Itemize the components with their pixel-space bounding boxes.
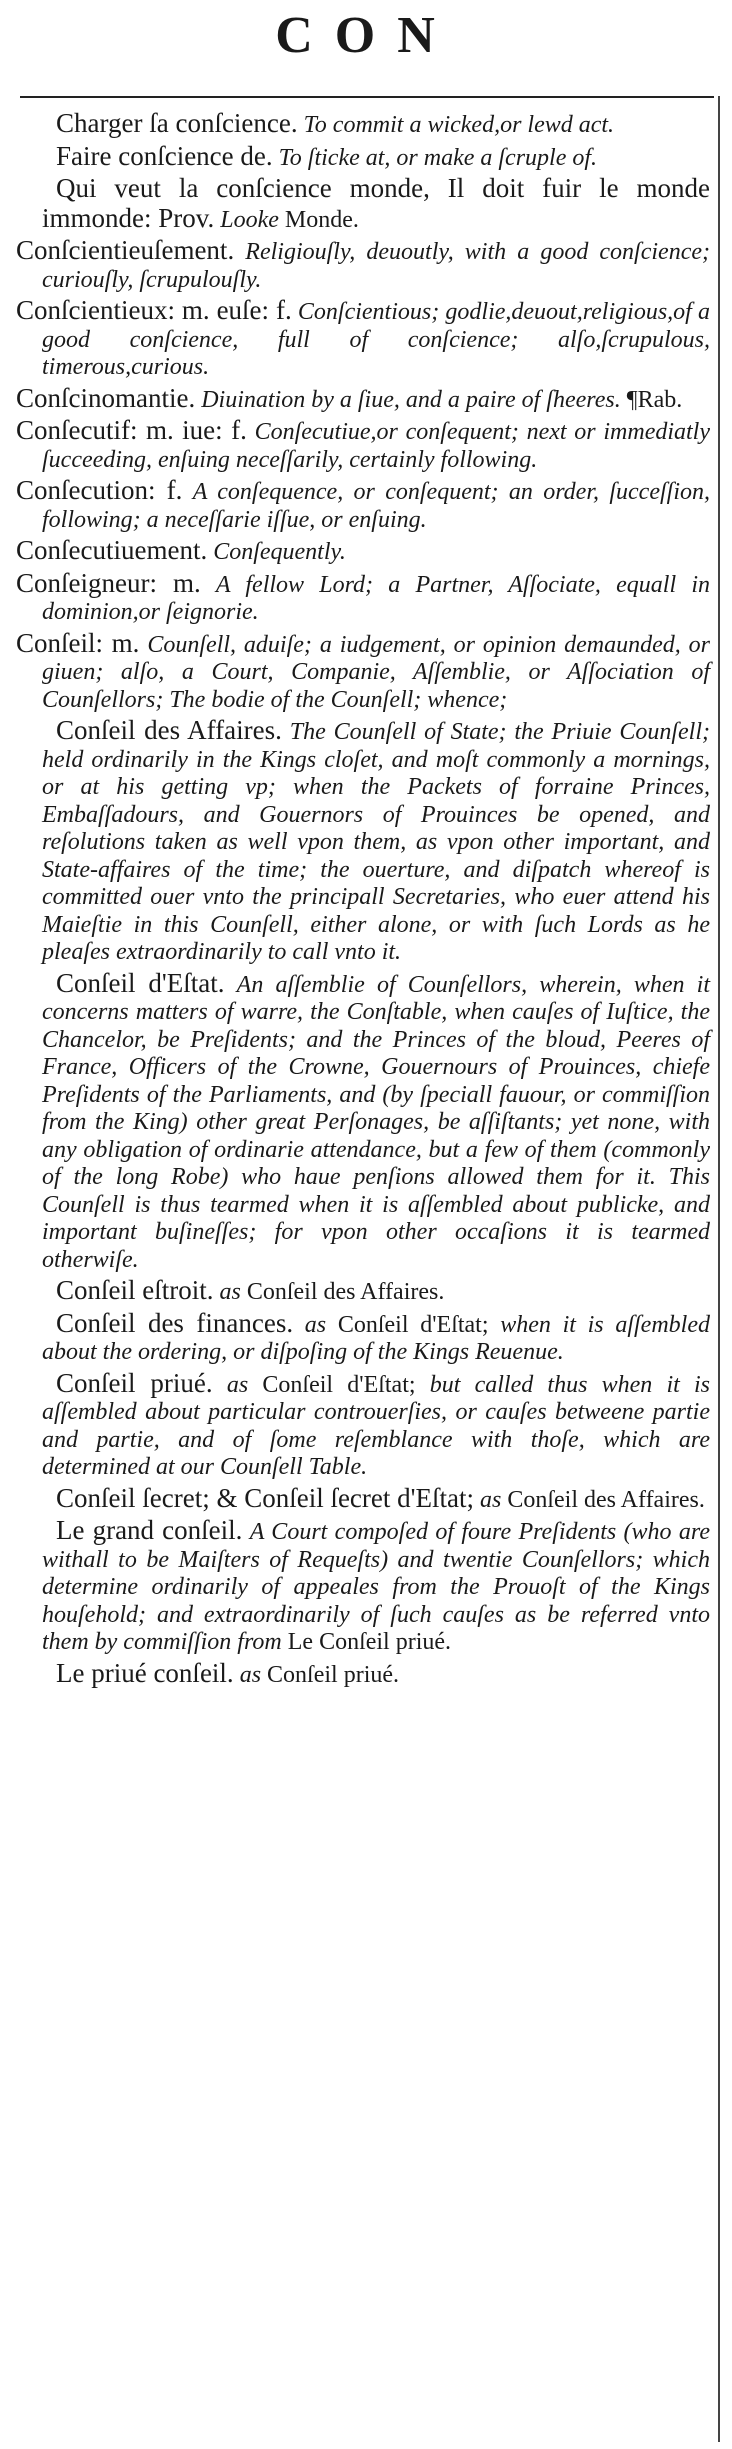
entry-definition: as <box>219 1279 241 1305</box>
entry-headword: Conſcinomantie. <box>16 382 196 413</box>
dictionary-entry <box>10 140 710 173</box>
entry-headword: Le priué conſeil. <box>56 1657 234 1688</box>
entry-definition: Counſell, aduiſe; a iudgement, or opinion demaunded, or giuen; alſo, a Court, Companie, Aſſemblie, or Aſſociation of Counſellors; The bodie of the Counſell; whence; <box>42 631 711 713</box>
dictionary-entry <box>10 382 710 415</box>
running-head: CON <box>275 7 457 64</box>
entry-definition: An aſſemblie of Counſellors, wherein, when it concerns matters of warre, the Conſtable, when cauſes of Iuſtice, the Chancelor, be Preſidents; and the Princes of the bloud, Peeres of France, Officers of the Crowne, Gouernours of Prouinces, chiefe Preſidents of the Parliaments, and (by ſpeciall fauour, or commiſſion from the King) other great Perſonages, be aſſiſtants; yet none, with any obligation of ordinarie attendance, but a few of them (commonly of the long Robe) who haue penſions allowed them for it. This Counſell is thus tearmed when it is aſſembled about publicke, and important buſineſſes; for vpon other occaſions it is tearmed otherwiſe. <box>42 971 710 1273</box>
entry-definition-continued: but called thus when it is aſſembled about particular controuerſies, or cauſes betweene partie and partie, and of ſome reſemblance with thoſe, which are determined at our Counſell Table. <box>42 1371 711 1480</box>
dictionary-entry <box>10 627 711 715</box>
dictionary-entry <box>10 1657 710 1690</box>
entry-definition: Looke <box>220 206 279 233</box>
entry-headword: Conſeil: m. <box>16 627 140 658</box>
entry-definition: Religiouſly, deuoutly, with a good conſcience; curiouſly, ſcrupulouſly. <box>42 239 710 293</box>
entry-definition: as <box>226 1371 249 1398</box>
entry-definition: A Court compoſed of foure Preſidents (who are withall to be Maiſters of Requeſts) and twentie Counſellors; which determine ordinarily of appeales from the Prouoſt of the Kings houſehold; and extraordinarily of ſuch cauſes as be referred vnto them by commiſſion from <box>42 1519 711 1655</box>
entry-headword: Conſcientieuſement. <box>16 235 235 265</box>
entry-headword: Conſeil priué. <box>56 1367 213 1398</box>
entry-definition: Conſecutiue,or conſequent; next or immediatly ſucceeding, enſuing neceſſarily, certainly following. <box>42 419 710 473</box>
entry-definition: A conſequence, or conſequent; an order, ſucceſſion, following; a neceſſarie iſſue, or enſuing. <box>42 479 710 533</box>
header-rule <box>20 96 714 98</box>
entry-headword: Le grand conſeil. <box>56 1515 243 1545</box>
dictionary-entry <box>10 175 710 234</box>
entry-cross-reference: Conſeil des Affaires. <box>507 1486 705 1513</box>
dictionary-entry <box>10 297 710 382</box>
dictionary-entry <box>10 1517 710 1657</box>
dictionary-entry <box>10 1482 710 1515</box>
dictionary-entry <box>10 417 710 474</box>
entry-definition: Conſequently. <box>213 539 346 565</box>
entry-cross-reference: Le Conſeil priué. <box>287 1629 452 1655</box>
entry-headword: Faire conſcience de. <box>56 140 273 171</box>
entry-headword: Charger ſa conſcience. <box>56 108 298 138</box>
entry-definition: To ſticke at, or make a ſcruple of. <box>278 144 598 171</box>
entry-headword: Conſeil d'Eſtat. <box>56 967 225 998</box>
entry-definition: Diuination by a ſiue, and a paire of ſheeres. <box>201 386 621 413</box>
entry-cross-reference: Conſeil priué. <box>267 1661 400 1688</box>
entry-cross-reference: Monde. <box>284 206 359 233</box>
entry-headword: Qui veut la conſcience monde, Il doit fuir le monde immonde: Prov. <box>42 173 710 233</box>
entry-definition: as <box>304 1311 327 1338</box>
entry-definition: The Counſell of State; the Priuie Counſell; held ordinarily in the Kings cloſet, and moſt commonly a mornings, or at his getting vp; when the Packets of forraine Princes, Embaſſadours, and Gouernors of Prouinces be opened, and reſolutions taken as well vpon them, as vpon other important, and State-affaires of the time; the ouerture, and diſpatch whereof is committed ouer vnto the principall Secretaries, who euer attend his Maieſtie in this Counſell, either alone, or with ſuch Lords as he pleaſes extraordinarily to call vnto it. <box>42 719 711 965</box>
entry-cross-reference: Conſeil d'Eſtat; <box>262 1371 416 1398</box>
entry-definition: as <box>480 1486 502 1513</box>
dictionary-entry <box>10 1277 710 1307</box>
entry-headword: Conſecution: f. <box>16 475 183 505</box>
entry-definition: as <box>239 1661 262 1688</box>
dictionary-entry <box>10 110 710 140</box>
dictionary-entry <box>10 717 710 967</box>
dictionary-entry <box>10 477 710 534</box>
entry-headword: Conſeil des Affaires. <box>56 715 282 745</box>
entry-source-mark: ¶Rab. <box>626 386 683 413</box>
dictionary-entry <box>10 967 710 1275</box>
dictionary-entry <box>10 1307 710 1367</box>
column-rule <box>718 96 720 2442</box>
entry-headword: Conſecutif: m. iue: f. <box>16 415 247 445</box>
entry-definition: Conſcientious; godlie,deuout,religious,of a good conſcience, full of conſcience; alſo,ſcrupulous, timerous,curious. <box>42 299 710 380</box>
entry-headword: Conſcientieux: m. euſe: f. <box>16 295 292 325</box>
entry-definition-continued: when it is aſſembled about the ordering, or diſpoſing of the Kings Reuenue. <box>42 1311 710 1365</box>
entry-headword: Conſeil des finances. <box>56 1307 294 1338</box>
entry-headword: Conſeil ſecret; & Conſeil ſecret d'Eſtat; <box>56 1482 474 1513</box>
dictionary-entry <box>10 567 710 627</box>
entry-definition: A fellow Lord; a Partner, Aſſociate, equall in dominion,or ſeignorie. <box>42 571 710 625</box>
dictionary-column <box>10 110 710 1692</box>
page-header <box>0 0 732 100</box>
entry-cross-reference: Conſeil d'Eſtat; <box>337 1311 489 1338</box>
entry-headword: Conſeil eſtroit. <box>56 1275 214 1305</box>
dictionary-entry <box>10 237 710 294</box>
entry-cross-reference: Conſeil des Affaires. <box>246 1279 445 1305</box>
entry-definition: To commit a wicked,or lewd act. <box>303 112 615 138</box>
dictionary-entry <box>10 537 710 567</box>
entry-headword: Conſeigneur: m. <box>16 567 201 598</box>
dictionary-entry <box>10 1367 711 1482</box>
entry-headword: Conſecutiuement. <box>16 535 208 565</box>
